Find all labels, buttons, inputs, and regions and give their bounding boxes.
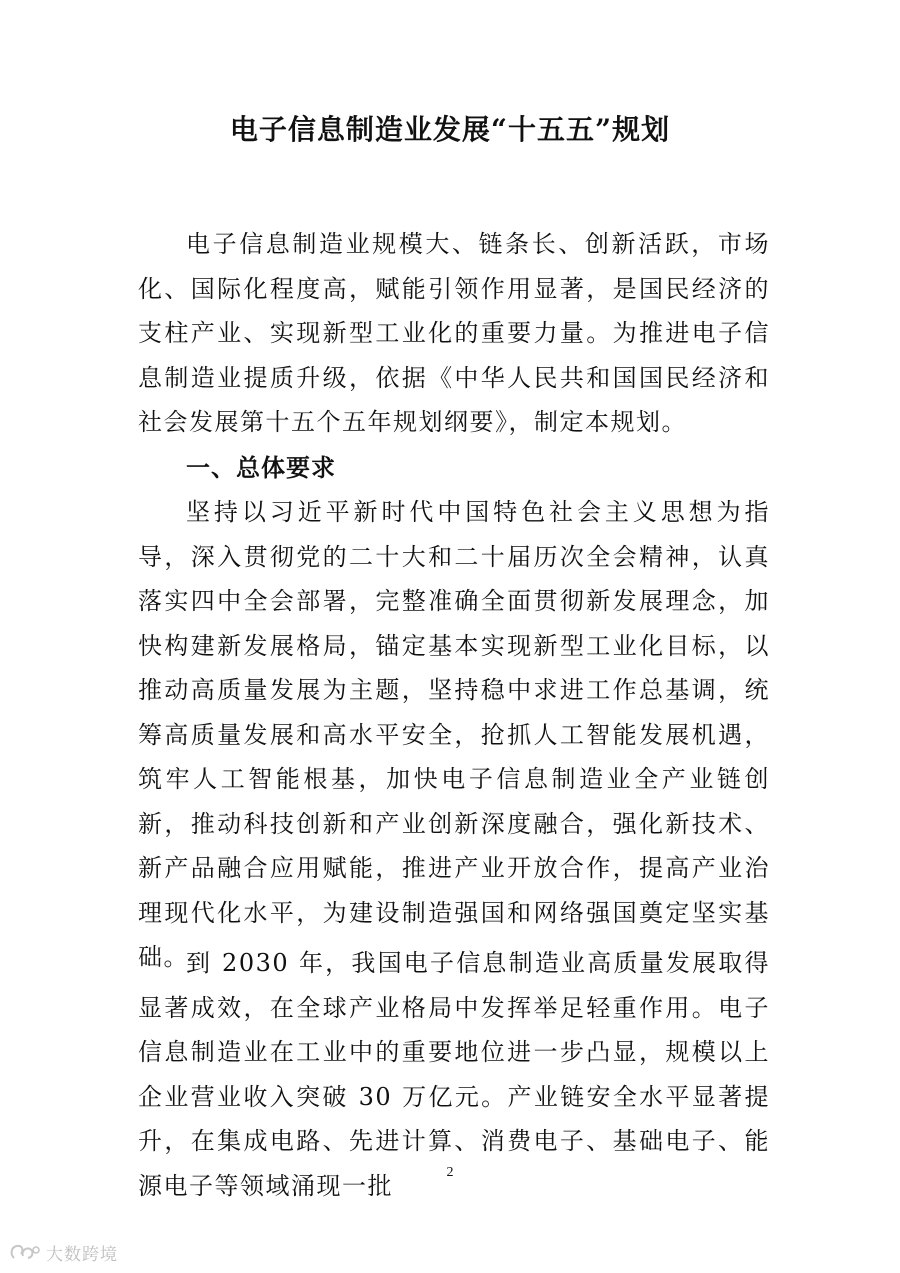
logo-icon — [8, 1242, 42, 1264]
page-number: 2 — [446, 1165, 454, 1180]
section-heading: 一、总体要求 — [186, 454, 336, 482]
document-title: 电子信息制造业发展“十五五”规划 — [229, 113, 671, 146]
guiding-principle-paragraph: 坚持以习近平新时代中国特色社会主义思想为指导，深入贯彻党的二十大和二十届历次全会精神，认真落实四中全会部署，完整准确全面贯彻新发展理念，加快构建新发展格局，锚定基本实现新型工业化目标，以推动高质量发展为主题，坚持稳中求进工作总基调，统筹高质量发展和高水平安全，抢抓人工智能发展机遇，筑牢人工智能根基，加快电子信息制造业全产业链创新，推动科技创新和产业创新深度融合，强化新技术、新产品融合应用赋能，推进产业开放合作，提高产业治理现代化水平，为建设制造强国和网络强国奠定坚实基础。 — [138, 498, 770, 971]
goals-paragraph: 到 2030 年，我国电子信息制造业高质量发展取得显著成效，在全球产业格局中发挥举足轻重作用。电子信息制造业在工业中的重要地位进一步凸显，规模以上企业营业收入突破 30 万亿元。产业链安全水平显著提升，在集成电路、先进计算、消费电子、基础电子、能源电子等领域涌现一批 — [138, 949, 770, 1200]
watermark-text: 大数跨境 — [46, 1245, 118, 1265]
intro-paragraph: 电子信息制造业规模大、链条长、创新活跃，市场化、国际化程度高，赋能引领作用显著，是国民经济的支柱产业、实现新型工业化的重要力量。为推进电子信息制造业提质升级，依据《中华人民共和国国民经济和社会发展第十五个五年规划纲要》，制定本规划。 — [138, 230, 770, 436]
watermark — [8, 1240, 118, 1265]
